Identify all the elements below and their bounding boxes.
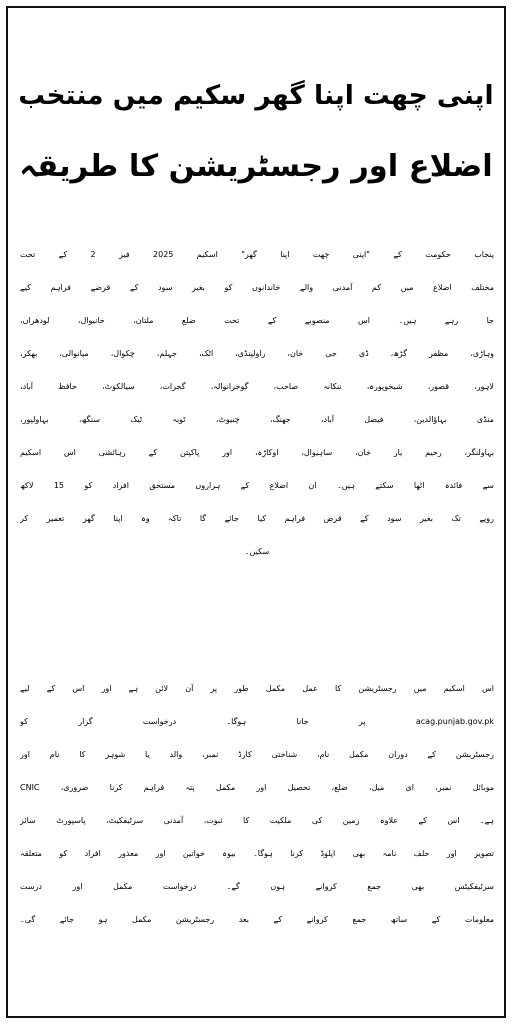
paragraph-line: روپے تک بغیر سود کے قرض فراہم کیا جائے گا تاکہ وہ اپنا گھر تعمیر کر [20, 514, 494, 523]
paragraph-line: ہے۔ اس کے علاوہ زمین کی ملکیت کا ثبوت، آمدنی سرٹیفکیٹ، پاسپورٹ سائز [20, 816, 494, 825]
paragraph-line: معلومات کے ساتھ جمع کروانے کے بعد رجسٹریشن مکمل ہو جائے گی۔ [20, 915, 494, 924]
headline-text-2: اضلاع اور رجسٹریشن کا طریقہ [13, 136, 498, 198]
headline-line-2 [10, 132, 502, 198]
headline-text-1: اپنی چھت اپنا گھر سکیم میں منتخب [12, 65, 499, 127]
paragraph-line: وہاڑی، مظفر گڑھ، ڈی جی خان، راولپنڈی، اٹک، جہلم، چکوال، میانوالی، بھکر، [20, 349, 494, 358]
paragraph-line: سرٹیفکیٹس بھی جمع کروانے ہوں گے۔ درخواست مکمل اور درست [20, 882, 494, 891]
paragraph-line: پنجاب حکومت کے "اپنی چھت اپنا گھر" اسکیم 2025 فیز 2 کے تحت [20, 250, 494, 259]
paragraph-line: لاہور، قصور، شیخوپورہ، ننکانہ صاحب، گوجرانوالہ، گجرات، سیالکوٹ، حافظ آباد، [20, 382, 494, 391]
paragraph-line: تصویر اور حلف نامہ بھی اپلوڈ کرنا ہوگا۔ بیوہ خواتین اور معذور افراد کو متعلقہ [20, 849, 494, 858]
paragraph-line: سکیں۔ [244, 547, 270, 556]
paragraph-registration [20, 672, 494, 936]
paragraph-districts [20, 238, 494, 568]
paragraph-line: اس اسکیم میں رجسٹریشن کا عمل مکمل طور پر آن لائن ہے اور اس کے لیے [20, 684, 494, 693]
paragraph-line: رجسٹریشن کے دوران مکمل نام، شناختی کارڈ نمبر، والد یا شوہر کا نام اور [20, 750, 494, 759]
paragraph-line: سے فائدہ اٹھا سکتے ہیں۔ ان اضلاع کے ہزاروں مستحق افراد کو 15 لاکھ [20, 481, 494, 490]
paragraph-line: بہاولنگر، رحیم یار خان، ساہیوال، اوکاڑہ، اور پاکپتن کے رہائشی اس اسکیم [20, 448, 494, 457]
paragraph-line: موبائل نمبر، ای میل، ضلع، تحصیل اور مکمل پتہ فراہم کرنا ضروری، CNIC [20, 783, 494, 792]
paragraph-line: جا رہے ہیں۔ اس منصوبے کے تحت ضلع ملتان، خانیوال، لودھراں، [20, 316, 494, 325]
paragraph-line: مختلف اضلاع میں کم آمدنی والے خاندانوں کو بغیر سود کے قرضے فراہم کیے [20, 283, 494, 292]
paragraph-line: acag.punjab.gov.pk پر جانا ہوگا۔ درخواست گزار کو [20, 717, 494, 726]
paragraph-line: منڈی بہاؤالدین، فیصل آباد، جھنگ، چنیوٹ، ٹوبہ ٹیک سنگھ، بہاولپور، [20, 415, 494, 424]
headline-line-1 [10, 60, 502, 127]
